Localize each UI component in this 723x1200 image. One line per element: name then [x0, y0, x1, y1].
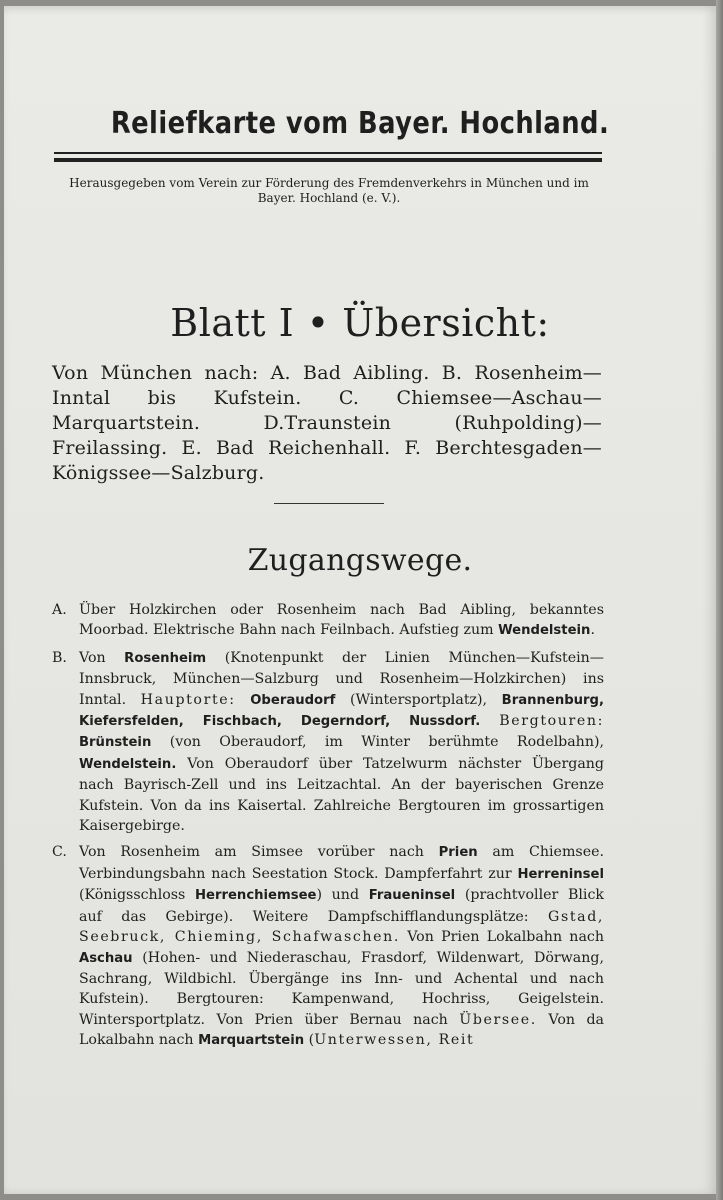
document-page: [4, 6, 716, 1194]
entry-text: Über Holzkirchen oder Rosenheim nach Bad Aibling, bekanntes Moorbad. Elektrische Bahn nach Feilnbach. Aufstieg zum: [79, 602, 604, 639]
place-name-bold: Rosenheim: [124, 650, 207, 666]
masthead-title: Reliefkarte vom Bayer. Hochland.: [110, 106, 610, 141]
spaced-label: Unterwessen, Reit: [314, 1032, 475, 1049]
entry-letter: A.: [52, 602, 67, 618]
entry-text: Von Rosenheim am Simsee vorüber nach: [79, 844, 439, 861]
entry-letter: B.: [52, 649, 67, 666]
sheet-title: Blatt I • Übersicht:: [170, 301, 550, 345]
publisher-note: [64, 176, 594, 206]
spaced-label: Bergtouren:: [499, 713, 604, 730]
place-name-bold: Wendelstein.: [79, 756, 177, 772]
spaced-label: Gstad, Seebruck, Chieming, Schafwaschen.: [79, 908, 604, 946]
place-name-bold: Oberaudorf: [250, 692, 336, 708]
section-title: Zugangswege.: [247, 543, 473, 578]
place-name-bold: Brannenburg, Kiefersfelden, Fischbach, Degerndorf, Nussdorf.: [79, 692, 604, 730]
entry-text: Von Oberaudorf über Tatzelwurm nächster Übergang nach Bayrisch-Zell und ins Leitzachtal. An der bayerischen Grenze Kufstein. Von da ins Kaisertal. Zahlreiche Bergtouren im grossartigen Kaisergebirge.: [79, 755, 604, 835]
entry-text: (prachtvoller Blick auf das Gebirge). Weitere Dampfschifflandungsplätze:: [79, 887, 604, 925]
publisher-line-2: Bayer. Hochland (e. V.).: [257, 191, 401, 205]
page-edge: [716, 0, 723, 1200]
place-name-bold: Marquartstein: [198, 1033, 305, 1049]
entry-text: (Hohen- und Niederaschau, Frasdorf, Wildenwart, Dörwang, Sachrang, Wildbichl. Übergänge ins Inn- und Achental und nach Kufstein). Bergtouren: Kampenwand, Hochriss, Geigelstein. Wintersportplatz. Von Prien über Bernau nach: [79, 949, 604, 1028]
spaced-label: Übersee.: [459, 1011, 537, 1028]
entry-text: Von: [79, 649, 125, 666]
masthead-rule-thin: [54, 152, 602, 154]
place-name-bold: Herreninsel: [517, 866, 604, 882]
entry-text: [236, 692, 251, 708]
section-divider: [274, 503, 384, 504]
entry-b: [52, 648, 604, 837]
place-name-bold: Fraueninsel: [368, 888, 456, 904]
entry-c: [52, 842, 604, 1051]
entry-text: .: [590, 622, 595, 639]
entry-text: (: [304, 1032, 315, 1049]
entry-a: [52, 600, 604, 642]
entry-text: Von da Lokalbahn nach: [79, 1011, 605, 1049]
entry-text: [480, 713, 499, 729]
entry-text: ) und: [316, 887, 369, 904]
place-name-bold: Prien: [438, 845, 478, 861]
entry-letter: C.: [52, 844, 67, 861]
publisher-line-1: Herausgegeben vom Verein zur Förderung des Fremdenverkehrs in München und im: [69, 176, 589, 190]
place-name-bold: Brünstein: [79, 735, 152, 751]
entry-text: Von Prien Lokalbahn nach: [400, 929, 604, 946]
route-summary: Von München nach: A. Bad Aibling. B. Rosenheim—Inntal bis Kufstein. C. Chiemsee—Aschau—Marquartstein. D.Traunstein (Ruhpolding)—Freilassing. E. Bad Reichenhall. F. Berchtesgaden—Königssee—Salzburg.: [52, 362, 602, 484]
entry-text: (Knotenpunkt der Linien München—Kufstein—Innsbruck, München—Salzburg und Rosenheim—Holzkirchen) ins Inntal.: [79, 649, 604, 708]
entry-text: am Chiemsee. Verbindungsbahn nach Seestation Stock. Dampferfahrt zur: [79, 844, 604, 882]
entries-list: [52, 600, 604, 1058]
entry-text: (von Oberaudorf, im Winter berühmte Rodelbahn),: [151, 734, 604, 751]
place-name-bold: Aschau: [79, 950, 133, 966]
place-name-bold: Wendelstein: [498, 623, 591, 639]
entry-text: (Wintersportplatz),: [335, 691, 502, 708]
masthead-rule-thick: [54, 158, 602, 162]
entry-text: (Königsschloss: [79, 887, 195, 904]
place-name-bold: Herrenchiemsee: [195, 888, 317, 904]
spaced-label: Hauptorte:: [140, 691, 236, 708]
